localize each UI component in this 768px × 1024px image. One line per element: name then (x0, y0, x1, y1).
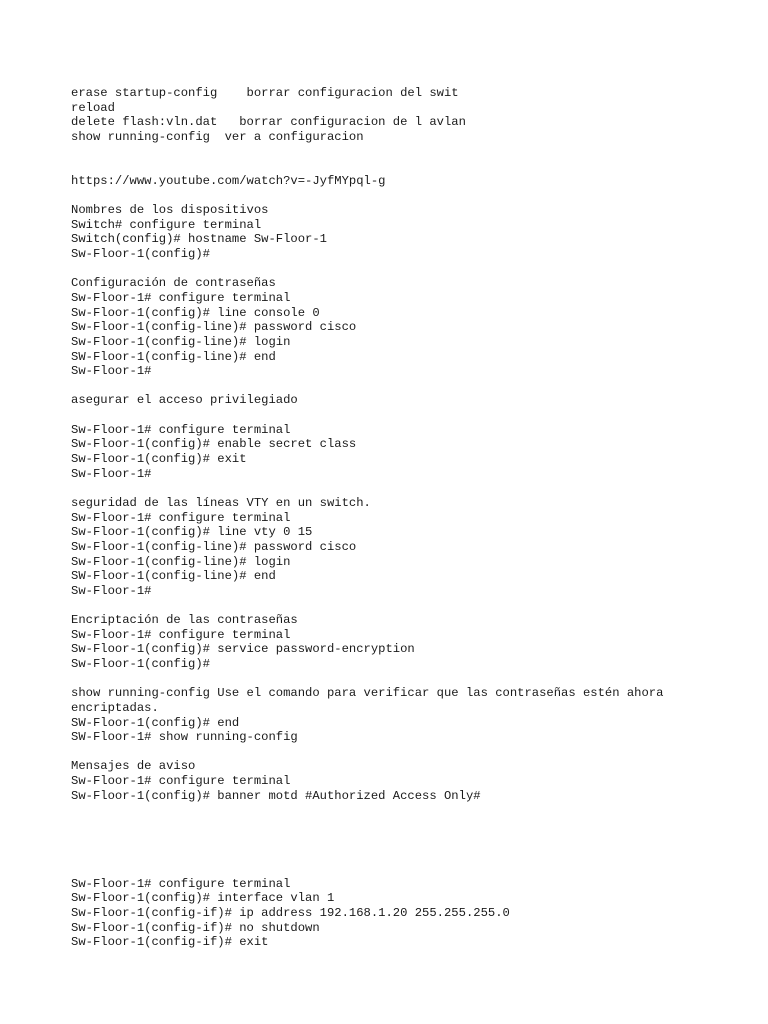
document-page (71, 86, 761, 950)
text-line: Sw-Floor-1(config)# banner motd #Authorized Access Only# (71, 788, 481, 803)
text-line: Sw-Floor-1(config)# (71, 247, 210, 262)
blank-line (71, 862, 761, 877)
text-line: seguridad de las líneas VTY en un switch. (71, 495, 371, 510)
text-line: erase startup-config borrar configuracion del swit (71, 86, 459, 100)
blank-line (71, 833, 761, 848)
text-line: Sw-Floor-1# configure terminal (71, 422, 291, 437)
text-line: Nombres de los dispositivos (71, 203, 269, 218)
text-line: Sw-Floor-1(config)# (71, 656, 210, 671)
text-line: SW-Floor-1(config)# end (71, 715, 240, 730)
text-line: Sw-Floor-1(config-line)# login (71, 554, 291, 569)
blank-line (71, 598, 761, 613)
blank-line (71, 481, 761, 496)
text-line: Sw-Floor-1# (71, 364, 152, 379)
text-line: show running-config Use el comando para verificar que las contraseñas estén ahora (71, 686, 664, 701)
blank-line (71, 803, 761, 818)
text-line: encriptadas. (71, 700, 159, 715)
text-line: SW-Floor-1(config-line)# end (71, 349, 276, 364)
text-line: Sw-Floor-1(config)# interface vlan 1 (71, 891, 335, 906)
text-line: SW-Floor-1# show running-config (71, 730, 298, 745)
text-line: Sw-Floor-1# (71, 583, 152, 598)
text-line: Sw-Floor-1(config-line)# login (71, 334, 291, 349)
text-line: Configuración de contraseñas (71, 276, 276, 291)
blank-line (71, 262, 761, 277)
blank-line (71, 188, 761, 203)
text-line: Sw-Floor-1(config)# enable secret class (71, 437, 357, 452)
text-line: Sw-Floor-1# (71, 466, 152, 481)
text-line: delete flash:vln.dat borrar configuracion de l avlan (71, 115, 466, 130)
text-line: Mensajes de aviso (71, 759, 196, 774)
blank-line (71, 145, 761, 160)
blank-line (71, 745, 761, 760)
text-line: Sw-Floor-1(config-if)# ip address 192.168.1.20 255.255.255.0 (71, 905, 510, 920)
text-line: Sw-Floor-1(config)# line vty 0 15 (71, 525, 313, 540)
text-line: Sw-Floor-1(config-line)# password cisco (71, 539, 357, 554)
text-line: Sw-Floor-1(config-if)# no shutdown (71, 920, 320, 935)
text-line: asegurar el acceso privilegiado (71, 393, 298, 408)
text-line: Switch(config)# hostname Sw-Floor-1 (71, 232, 327, 247)
blank-line (71, 818, 761, 833)
text-line: Sw-Floor-1# configure terminal (71, 510, 291, 525)
blank-line (71, 672, 761, 687)
blank-line (71, 847, 761, 862)
text-line: show running-config ver a configuracion (71, 129, 364, 144)
text-line: Sw-Floor-1(config)# line console 0 (71, 305, 320, 320)
text-line: Sw-Floor-1(config)# service password-encryption (71, 642, 415, 657)
text-line: Sw-Floor-1(config-line)# password cisco (71, 320, 357, 335)
blank-line (71, 379, 761, 394)
text-line: Sw-Floor-1# configure terminal (71, 876, 291, 891)
text-line: reload (71, 100, 115, 115)
text-line: SW-Floor-1(config-line)# end (71, 569, 276, 584)
text-line: Sw-Floor-1(config)# exit (71, 452, 247, 467)
text-line: Sw-Floor-1# configure terminal (71, 774, 291, 789)
text-line: Switch# configure terminal (71, 217, 262, 232)
text-line: Sw-Floor-1(config-if)# exit (71, 935, 269, 950)
text-line: Sw-Floor-1# configure terminal (71, 290, 291, 305)
text-line: https://www.youtube.com/watch?v=-JyfMYpql-g (71, 173, 386, 188)
blank-line (71, 408, 761, 423)
blank-line (71, 159, 761, 174)
text-line: Encriptación de las contraseñas (71, 613, 298, 628)
text-line: Sw-Floor-1# configure terminal (71, 627, 291, 642)
